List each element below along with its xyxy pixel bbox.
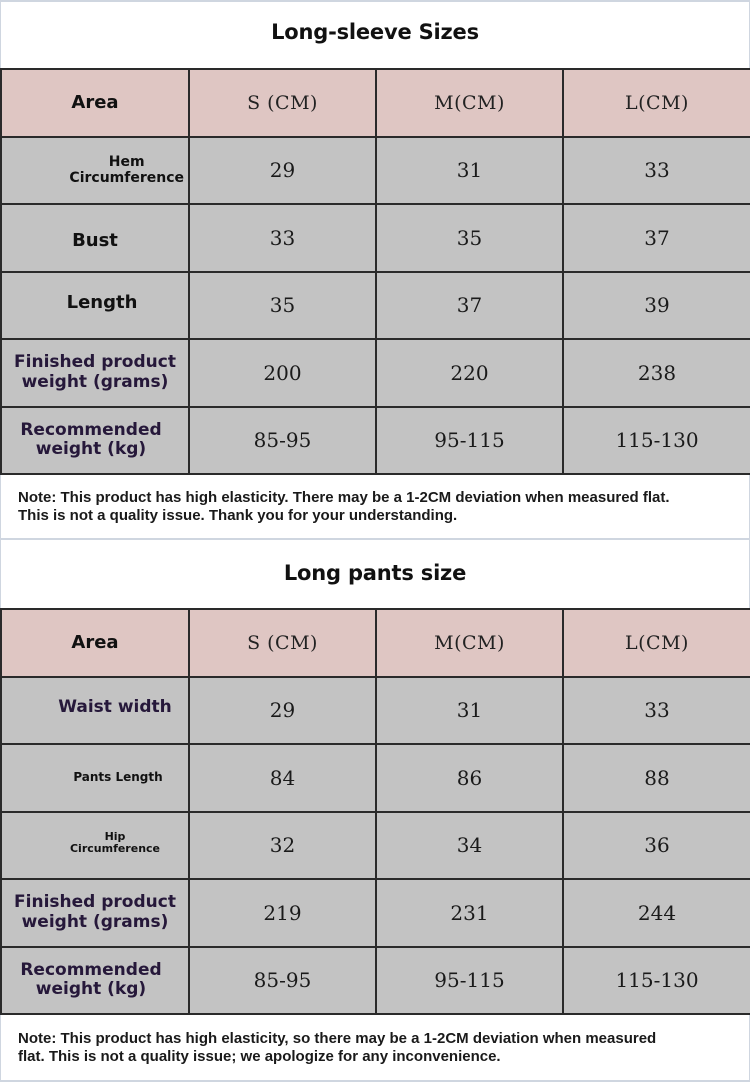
table-header-row [1, 609, 750, 677]
header-size-m [376, 609, 563, 677]
header-label: L(CM) [625, 91, 689, 114]
note-line: flat. This is not a quality issue; we apologize for any inconvenience. [18, 1048, 501, 1065]
header-size-m [376, 69, 563, 137]
table-cell [376, 272, 563, 340]
table-cell [376, 947, 563, 1015]
cell-value: 88 [644, 765, 670, 790]
row-label-finished-weight [1, 339, 189, 407]
row-label-line2: Circumference [69, 170, 184, 187]
row-label-line1: Finished product [14, 352, 176, 373]
table-cell [189, 407, 376, 475]
row-label-hem-circumference [1, 137, 189, 205]
cell-value: 200 [263, 360, 302, 385]
cell-value: 35 [269, 293, 296, 318]
table-cell [563, 677, 750, 745]
row-label-line1: Hip [104, 829, 126, 843]
row-label-line2: weight (grams) [21, 911, 169, 932]
table-cell [189, 137, 376, 205]
cell-value: 29 [269, 158, 296, 183]
cell-value: 35 [456, 225, 483, 250]
table-cell [563, 272, 750, 340]
table-row [1, 204, 750, 272]
row-label-hip-circumference [1, 812, 189, 880]
note-line: Note: This product has high elasticity. There may be a 1-2CM deviation when measured flat. [18, 489, 670, 506]
row-label-text [14, 353, 176, 392]
header-size-s [189, 69, 376, 137]
cell-value: 220 [450, 360, 489, 385]
note-line: Note: This product has high elasticity, so there may be a 1-2CM deviation when measured [18, 1030, 657, 1047]
row-label-line1: Hem [108, 154, 145, 171]
cell-value: 31 [456, 158, 483, 183]
header-label: Area [71, 92, 119, 114]
long-pants-note [18, 1030, 738, 1066]
table-cell [189, 204, 376, 272]
row-label-text [30, 831, 160, 860]
row-label-waist-width [1, 677, 189, 745]
row-label-text [20, 421, 161, 460]
cell-value: 37 [456, 293, 483, 318]
header-area [1, 69, 189, 137]
table-header-row [1, 69, 750, 137]
cell-value: 37 [644, 225, 670, 250]
header-label: L(CM) [625, 631, 689, 654]
table-cell [563, 744, 750, 812]
header-size-l [563, 609, 750, 677]
cell-value: 32 [269, 833, 296, 858]
table-cell [563, 879, 750, 947]
table-cell [376, 204, 563, 272]
row-label-text: Bust [72, 230, 118, 252]
long-pants-size-table [0, 608, 750, 1015]
cell-value: 39 [644, 293, 670, 318]
row-label-finished-weight [1, 879, 189, 947]
cell-value: 31 [456, 698, 483, 723]
table-cell [376, 407, 563, 475]
row-label-recommended-weight [1, 407, 189, 475]
cell-value: 86 [456, 765, 483, 790]
table-cell [376, 339, 563, 407]
table-cell [563, 947, 750, 1015]
row-label-pants-length [1, 744, 189, 812]
row-label-text: Pants Length [73, 770, 163, 785]
row-label-line1: Recommended [20, 959, 162, 980]
table-cell [563, 812, 750, 880]
row-label-line2: weight (kg) [35, 979, 147, 1000]
row-label-text [14, 893, 176, 932]
long-sleeve-note [18, 489, 738, 525]
cell-value: 115-130 [615, 968, 699, 993]
cell-value: 84 [269, 765, 296, 790]
table-row [1, 744, 750, 812]
table-cell [376, 812, 563, 880]
table-cell [189, 744, 376, 812]
cell-value: 244 [637, 900, 677, 925]
header-area [1, 609, 189, 677]
header-size-s [189, 609, 376, 677]
table-cell [376, 879, 563, 947]
table-row [1, 879, 750, 947]
table-row [1, 677, 750, 745]
table-cell [189, 272, 376, 340]
cell-value: 85-95 [253, 968, 312, 993]
long-sleeve-title: Long-sleeve Sizes [271, 20, 479, 44]
cell-value: 36 [644, 833, 670, 858]
long-sleeve-size-table [0, 68, 750, 475]
row-label-line1: Recommended [20, 419, 162, 440]
table-cell [563, 137, 750, 205]
row-label-text: Waist width [58, 696, 172, 717]
header-label: S (CM) [247, 91, 318, 114]
cell-value: 29 [269, 698, 296, 723]
row-label-text [20, 961, 161, 1000]
table-cell [189, 947, 376, 1015]
header-label: M(CM) [434, 91, 505, 114]
cell-value: 33 [644, 158, 670, 183]
table-cell [189, 677, 376, 745]
table-row [1, 339, 750, 407]
cell-value: 231 [450, 900, 489, 925]
cell-value: 219 [263, 900, 302, 925]
table-cell [189, 879, 376, 947]
cell-value: 115-130 [615, 428, 699, 453]
table-row [1, 812, 750, 880]
table-cell [563, 407, 750, 475]
row-label-line2: Circumference [69, 842, 161, 856]
table-cell [376, 137, 563, 205]
cell-value: 95-115 [434, 428, 505, 453]
row-label-text: Length [66, 291, 138, 313]
header-label: M(CM) [434, 631, 505, 654]
note-line: This is not a quality issue. Thank you for your understanding. [18, 507, 458, 524]
row-label-bust [1, 204, 189, 272]
table-cell [376, 744, 563, 812]
table-row [1, 137, 750, 205]
table-cell [376, 677, 563, 745]
cell-value: 85-95 [253, 428, 312, 453]
table-row [1, 407, 750, 475]
table-row [1, 947, 750, 1015]
cell-value: 95-115 [434, 968, 505, 993]
row-label-line1: Finished product [14, 892, 176, 913]
row-label-length [1, 272, 189, 340]
cell-value: 238 [637, 360, 677, 385]
table-cell [189, 812, 376, 880]
cell-value: 33 [269, 225, 296, 250]
table-cell [563, 339, 750, 407]
table-cell [563, 204, 750, 272]
cell-value: 34 [456, 833, 483, 858]
row-label-line2: weight (kg) [35, 439, 147, 460]
cell-value: 33 [644, 698, 670, 723]
table-row [1, 272, 750, 340]
header-label: S (CM) [247, 631, 318, 654]
row-label-recommended-weight [1, 947, 189, 1015]
row-label-line2: weight (grams) [21, 371, 169, 392]
long-pants-title: Long pants size [283, 561, 467, 585]
row-label-text [69, 154, 184, 186]
header-size-l [563, 69, 750, 137]
header-label: Area [71, 632, 119, 654]
table-cell [189, 339, 376, 407]
